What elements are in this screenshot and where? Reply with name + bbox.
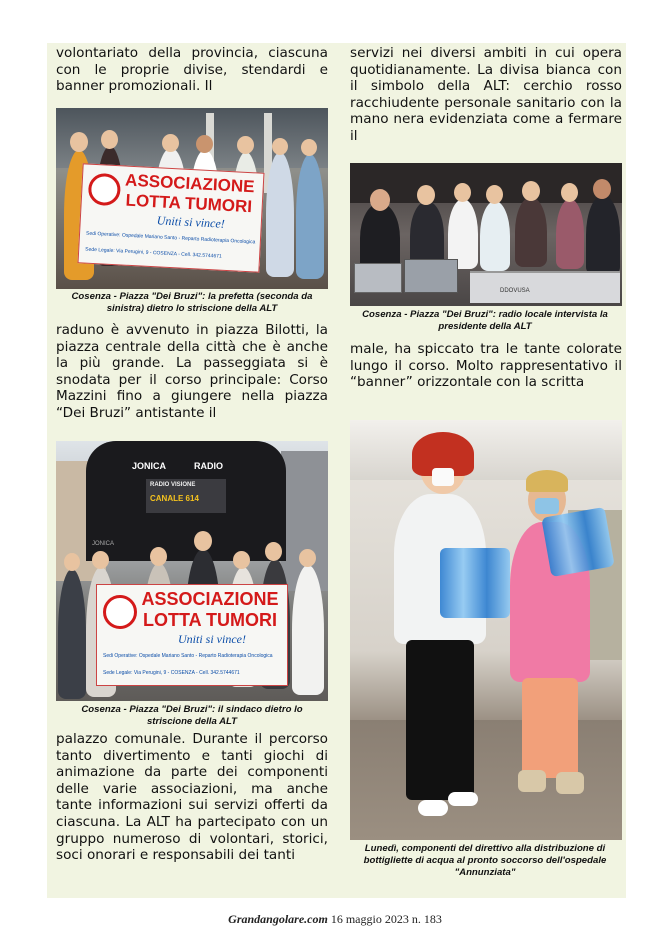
left-paragraph-2: raduno è avvenuto in piazza Bilotti, la piazza centrale della città che è anche la più grande. La passeggiata si è snodata per il corso principale: Corso Mazzini fino a giungere nella piazza “Dei Bruzi” antistante il <box>56 322 328 421</box>
photo-radio-interview <box>350 163 622 306</box>
footer-date: 16 maggio 2023 n. 183 <box>330 912 442 926</box>
banner-sedi: Sedi Operative: Ospedale Mariano Santo - Reparto Radioterapia Oncologica <box>85 230 256 246</box>
tent-brand: JONICA <box>132 461 167 471</box>
banner2-title-2: LOTTA TUMORI <box>143 610 277 630</box>
water-bottles <box>541 507 614 577</box>
alt-banner-1 <box>78 163 265 272</box>
banner2-motto: Uniti si vince! <box>178 632 246 646</box>
right-paragraph-2: male, ha spiccato tra le tante colorate lungo il corso. Molto rappresentativo il “banner” orizzontale con la scritta <box>350 341 622 391</box>
banner-title-2: LOTTA TUMORI <box>125 190 253 217</box>
tent-visione: RADIO VISIONE <box>150 482 196 488</box>
page-panel <box>47 43 626 898</box>
alt-banner-2 <box>96 584 288 686</box>
banner-sede-legale: Sede Legale: Via Perugini, 9 - COSENZA - Cell. 342.5744671 <box>85 246 222 260</box>
left-caption-1: Cosenza - Piazza "Dei Bruzi": la prefetta (seconda da sinistra) dietro lo striscione della ALT <box>71 291 313 314</box>
left-paragraph-3: palazzo comunale. Durante il percorso tanto divertimento e tanti giochi di animazione da parte dei componenti delle varie associazioni, ma anche tante informazioni sui servizi offerti da ciascuna. La ALT ha partecipato con un gruppo numeroso di volontari, storici, soci onorari e responsabili dei tanti <box>56 731 328 864</box>
right-caption-2: Lunedì, componenti del direttivo alla distribuzione di bottigliette di acqua al pronto soccorso dell'ospedale "Annunziata" <box>363 843 607 878</box>
banner-title-1: ASSOCIAZIONE <box>124 170 255 197</box>
photo-sindaco-banner <box>56 441 328 701</box>
mixer-desk <box>470 271 620 303</box>
banner-motto: Uniti si vince! <box>156 213 226 231</box>
banner2-sede-legale: Sede Legale: Via Perugini, 9 - COSENZA - Cell. 342.5744671 <box>103 670 240 676</box>
footer <box>0 912 670 927</box>
laptop-icon <box>354 263 402 293</box>
banner2-sedi: Sedi Operative: Ospedale Mariano Santo - Reparto Radioterapia Oncologica <box>103 653 273 659</box>
photo-water-distribution <box>350 420 622 840</box>
laptop-icon <box>404 259 458 293</box>
tent-radio: RADIO <box>194 461 223 471</box>
footer-site: Grandangolare.com <box>228 912 328 926</box>
tent-canale: CANALE 614 <box>150 494 199 503</box>
right-caption-1: Cosenza - Piazza "Dei Bruzi": radio locale intervista la presidente della ALT <box>362 309 608 332</box>
banner2-title-1: ASSOCIAZIONE <box>141 589 279 609</box>
right-paragraph-1: servizi nei diversi ambiti in cui opera quotidianamente. La divisa bianca con il simbolo della ALT: cerchio rosso racchiudente personale sanitario con la mano nera evidenziata come a fermare il <box>350 45 622 144</box>
photo-prefetta-banner <box>56 108 328 289</box>
tent-side: JONICA <box>92 541 115 547</box>
alt-logo-icon <box>103 595 137 629</box>
left-caption-2: Cosenza - Piazza "Dei Bruzi": il sindaco dietro lo striscione della ALT <box>81 704 303 727</box>
desk-label: DDOVUSA <box>500 288 530 294</box>
left-paragraph-1: volontariato della provincia, ciascuna con le proprie divise, stendardi e banner promozionali. Il <box>56 45 328 95</box>
water-bottles <box>440 548 510 618</box>
